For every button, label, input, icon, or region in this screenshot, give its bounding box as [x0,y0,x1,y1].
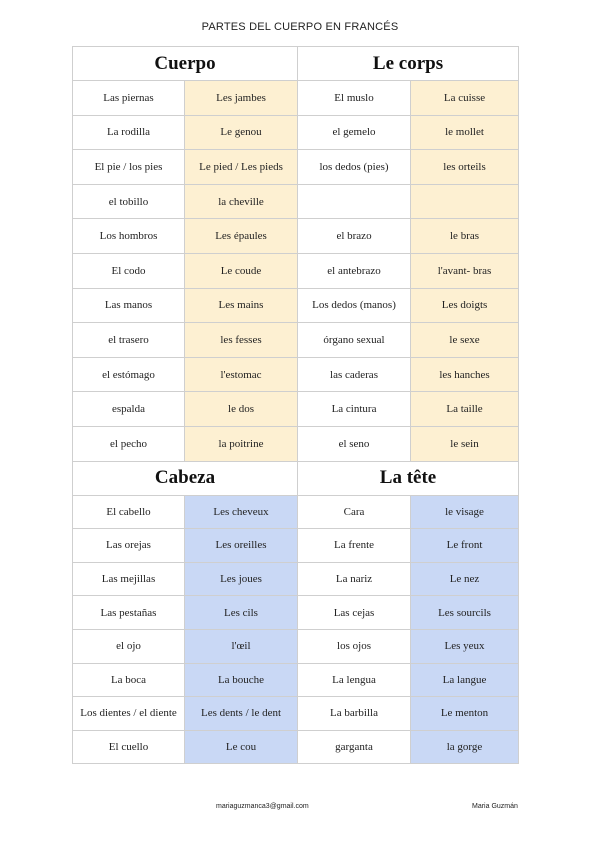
spanish-word-cell: La boca [73,663,185,697]
spanish-word-cell: espalda [73,392,185,427]
french-word-cell: La langue [411,663,519,697]
spanish-word-cell: el tobillo [73,184,185,219]
french-word-cell: l'avant- bras [411,253,519,288]
vocab-row [73,219,519,254]
vocab-row [73,288,519,323]
page-title: PARTES DEL CUERPO EN FRANCÉS [201,21,399,33]
spanish-word-cell: La nariz [298,562,411,596]
spanish-word-cell: Los dedos (manos) [298,288,411,323]
french-word-cell: le sexe [411,323,519,358]
spanish-word-cell: Los hombros [73,219,185,254]
section-header-french: Le corps [298,47,519,81]
french-word-cell: Le nez [411,562,519,596]
french-word-cell: la gorge [411,730,519,764]
french-word-cell: les orteils [411,150,519,185]
vocab-row [73,529,519,563]
vocab-row [73,562,519,596]
french-word-cell: Les oreilles [185,529,298,563]
section-body [73,47,519,462]
section-header-row [73,461,519,495]
section-header-french: La tête [298,461,519,495]
section-head [73,461,519,764]
spanish-word-cell: el trasero [73,323,185,358]
vocab-row [73,663,519,697]
french-word-cell: La taille [411,392,519,427]
french-word-cell: les hanches [411,357,519,392]
french-word-cell: le visage [411,495,519,529]
spanish-word-cell: garganta [298,730,411,764]
french-word-cell: Les mains [185,288,298,323]
spanish-word-cell: La lengua [298,663,411,697]
vocab-row [73,253,519,288]
french-word-cell: Le genou [185,115,298,150]
french-word-cell: La bouche [185,663,298,697]
spanish-word-cell: órgano sexual [298,323,411,358]
footer-email: mariaguzmanca3@gmail.com [216,803,309,810]
vocab-row [73,495,519,529]
vocab-row [73,357,519,392]
spanish-word-cell: Las orejas [73,529,185,563]
spanish-word-cell: El cuello [73,730,185,764]
footer-author: Maria Guzmán [472,803,518,810]
spanish-word-cell: el estómago [73,357,185,392]
spanish-word-cell: La cintura [298,392,411,427]
section-header-spanish: Cabeza [73,461,298,495]
french-word-cell: Le coude [185,253,298,288]
vocab-row [73,596,519,630]
french-word-cell: le sein [411,426,519,461]
french-word-cell: Les yeux [411,629,519,663]
spanish-word-cell: Las mejillas [73,562,185,596]
spanish-word-cell: El pie / los pies [73,150,185,185]
french-word-cell [411,184,519,219]
section-header-spanish: Cuerpo [73,47,298,81]
french-word-cell: Le cou [185,730,298,764]
french-word-cell: Les épaules [185,219,298,254]
vocab-row [73,323,519,358]
french-word-cell: le dos [185,392,298,427]
vocab-row [73,150,519,185]
spanish-word-cell: el ojo [73,629,185,663]
french-word-cell: Les jambes [185,81,298,116]
vocab-row [73,115,519,150]
spanish-word-cell: El muslo [298,81,411,116]
vocab-row [73,392,519,427]
vocab-row [73,184,519,219]
spanish-word-cell: La barbilla [298,697,411,731]
french-word-cell: Les cils [185,596,298,630]
spanish-word-cell: Las cejas [298,596,411,630]
vocab-row [73,426,519,461]
vocab-row [73,81,519,116]
spanish-word-cell: el seno [298,426,411,461]
french-word-cell: le mollet [411,115,519,150]
spanish-word-cell: los ojos [298,629,411,663]
french-word-cell: Les doigts [411,288,519,323]
vocab-row [73,697,519,731]
french-word-cell: Le front [411,529,519,563]
french-word-cell: La cuisse [411,81,519,116]
vocab-row [73,730,519,764]
vocab-row [73,629,519,663]
french-word-cell: la poitrine [185,426,298,461]
french-word-cell: l'estomac [185,357,298,392]
spanish-word-cell: El codo [73,253,185,288]
vocabulary-table [72,46,519,764]
french-word-cell: Le menton [411,697,519,731]
french-word-cell: Les joues [185,562,298,596]
spanish-word-cell: las caderas [298,357,411,392]
spanish-word-cell: La frente [298,529,411,563]
spanish-word-cell: Las piernas [73,81,185,116]
spanish-word-cell: los dedos (pies) [298,150,411,185]
spanish-word-cell: Las manos [73,288,185,323]
french-word-cell: Les cheveux [185,495,298,529]
french-word-cell: Les dents / le dent [185,697,298,731]
french-word-cell: Le pied / Les pieds [185,150,298,185]
spanish-word-cell [298,184,411,219]
spanish-word-cell: Cara [298,495,411,529]
spanish-word-cell: el gemelo [298,115,411,150]
spanish-word-cell: La rodilla [73,115,185,150]
section-header-row [73,47,519,81]
french-word-cell: le bras [411,219,519,254]
spanish-word-cell: el brazo [298,219,411,254]
spanish-word-cell: Las pestañas [73,596,185,630]
spanish-word-cell: el antebrazo [298,253,411,288]
french-word-cell: Les sourcils [411,596,519,630]
french-word-cell: l'œil [185,629,298,663]
spanish-word-cell: El cabello [73,495,185,529]
spanish-word-cell: el pecho [73,426,185,461]
french-word-cell: la cheville [185,184,298,219]
french-word-cell: les fesses [185,323,298,358]
spanish-word-cell: Los dientes / el diente [73,697,185,731]
